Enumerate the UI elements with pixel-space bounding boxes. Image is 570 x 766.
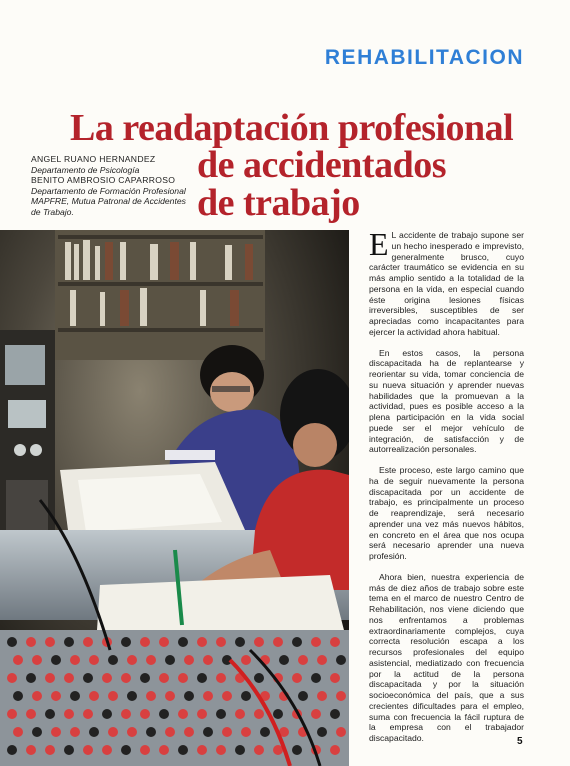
section-label: REHABILITACION [324,46,524,69]
board-socket [216,709,226,719]
board-socket [70,691,80,701]
board-socket [273,637,283,647]
board-socket [121,709,131,719]
board-socket [197,637,207,647]
board-socket [216,637,226,647]
author-block [31,154,193,218]
board-socket [317,727,327,737]
board-socket [108,691,118,701]
board-socket [13,691,23,701]
board-socket [127,691,137,701]
board-socket [64,745,74,755]
board-socket [317,655,327,665]
board-socket [140,709,150,719]
board-socket [254,673,264,683]
board-socket [32,691,42,701]
author-affiliation: Departamento de Psicología [31,164,140,175]
board-socket [64,709,74,719]
board-socket [83,637,93,647]
drop-cap: E [369,226,389,262]
board-socket [254,709,264,719]
board-socket [178,673,188,683]
article-title-line-1: La readaptación profesional [70,107,514,149]
board-socket [197,673,207,683]
board-socket [203,655,213,665]
board-socket [146,727,156,737]
board-socket [159,745,169,755]
board-socket [102,709,112,719]
board-socket [140,673,150,683]
board-socket [121,745,131,755]
board-socket [317,691,327,701]
board-socket [311,637,321,647]
board-socket [165,727,175,737]
board-socket [7,637,17,647]
board-socket [197,709,207,719]
board-socket [127,727,137,737]
article-title-line-3: de trabajo [197,182,360,224]
board-socket [197,745,207,755]
board-socket [203,691,213,701]
board-socket [311,709,321,719]
author-name: BENITO AMBROSIO CAPARROSO [31,175,176,186]
board-socket [102,745,112,755]
board-socket [222,691,232,701]
board-socket [26,745,36,755]
board-socket [32,655,42,665]
board-socket [279,655,289,665]
board-socket [26,709,36,719]
board-socket [165,655,175,665]
board-socket [298,691,308,701]
board-socket [146,691,156,701]
board-socket [45,745,55,755]
board-socket [311,673,321,683]
board-socket [102,673,112,683]
board-socket [273,709,283,719]
board-socket [51,727,61,737]
board-socket [64,637,74,647]
article-title-line-2: de accidentados [197,144,446,186]
board-socket [254,637,264,647]
board-socket [235,709,245,719]
board-socket [178,637,188,647]
article-photo [0,230,349,766]
board-socket [108,727,118,737]
board-socket [330,637,340,647]
board-socket [83,709,93,719]
board-socket [26,673,36,683]
board-socket [32,727,42,737]
board-socket [298,655,308,665]
board-socket [89,655,99,665]
board-socket [13,655,23,665]
article-body [369,226,524,754]
board-socket [159,637,169,647]
board-socket [165,691,175,701]
board-socket [292,673,302,683]
board-socket [330,673,340,683]
board-socket [330,709,340,719]
board-socket [45,709,55,719]
board-socket [64,673,74,683]
board-socket [178,745,188,755]
board-socket [336,691,346,701]
board-socket [178,709,188,719]
board-socket [140,745,150,755]
board-socket [51,655,61,665]
board-socket [216,745,226,755]
board-socket [51,691,61,701]
board-socket [235,637,245,647]
board-socket [7,673,17,683]
board-socket [216,673,226,683]
board-socket [45,637,55,647]
board-socket [254,745,264,755]
board-socket [222,727,232,737]
author-affiliation: Departamento de Formación Profesional MAPFRE, Mutua Patronal de Accidentes de Trabajo. [31,185,186,217]
board-socket [336,655,346,665]
board-socket [184,727,194,737]
board-socket [330,745,340,755]
board-socket [140,637,150,647]
board-socket [83,745,93,755]
body-paragraph: Ahora bien, nuestra experiencia de más de diez años de trabajo sobre este tema en el marco de nuestro Centro de Rehabilitación, nos viene diciendo que nos enfrentamos a problemas extraordinariamente complejos, cuya correcta resolución escapa a los recursos profesionales del equipo asistencial, mediatizado con frecuencia por la actitud de la persona discapacitada y por la situación socioeconómica del país, que a sus crecientes dificultades para el empleo, suma con frecuencia la fácil ruptura de la empresa con el trabajador discapacitado. [369,571,524,743]
board-socket [146,655,156,665]
board-socket [70,655,80,665]
author-name: ANGEL RUANO HERNANDEZ [31,154,156,164]
body-paragraph: Este proceso, este largo camino que ha de seguir nuevamente la persona discapacitada por un accidente de trabajo, es principalmente un proceso de reaprendizaje, será necesario aprender una vez más nuevos hábitos, en concreto en el área que nos ocupa será necesario aprender una nueva profesión. [369,465,524,561]
board-socket [235,745,245,755]
board-socket [159,673,169,683]
board-socket [108,655,118,665]
board-socket [159,709,169,719]
board-socket [89,727,99,737]
board-socket [7,745,17,755]
board-socket [127,655,137,665]
workshop-photo-illustration [0,230,349,766]
board-socket [292,637,302,647]
board-socket [45,673,55,683]
body-paragraph [369,226,524,338]
board-socket [89,691,99,701]
board-socket [241,691,251,701]
board-socket [83,673,93,683]
board-socket [70,727,80,737]
board-socket [121,673,131,683]
board-socket [203,727,213,737]
board-socket [336,727,346,737]
board-socket [7,709,17,719]
board-socket [26,637,36,647]
board-socket [184,655,194,665]
board-socket [121,637,131,647]
board-socket [184,691,194,701]
board-socket [241,727,251,737]
board-socket [260,727,270,737]
paragraph-text: L accidente de trabajo supone ser un hecho inesperado e imprevisto, generalmente brusco, cuyo carácter traumático se evidencia en su más amplio sentido a la totalidad de la persona en la vida, en especial cuando éste origina lesiones físicas irreversibles, susceptibles de ser apreciadas como incapacitantes para ejercer la actividad ahora habitual. [369,230,524,337]
body-paragraph: En estos casos, la persona discapacitada ha de replantearse y reorientar su vida, tomar conciencia de su nueva situación y aprender nuevas habilidades que la promuevan a la actividad, pues es posible acceso a la plena participación en la vida social puede ser el mejor vehículo de integración, de satisfacción y de autorrealización personales. [369,347,524,455]
board-socket [292,745,302,755]
board-socket [13,727,23,737]
page-number: 5 [517,736,523,747]
board-socket [241,655,251,665]
